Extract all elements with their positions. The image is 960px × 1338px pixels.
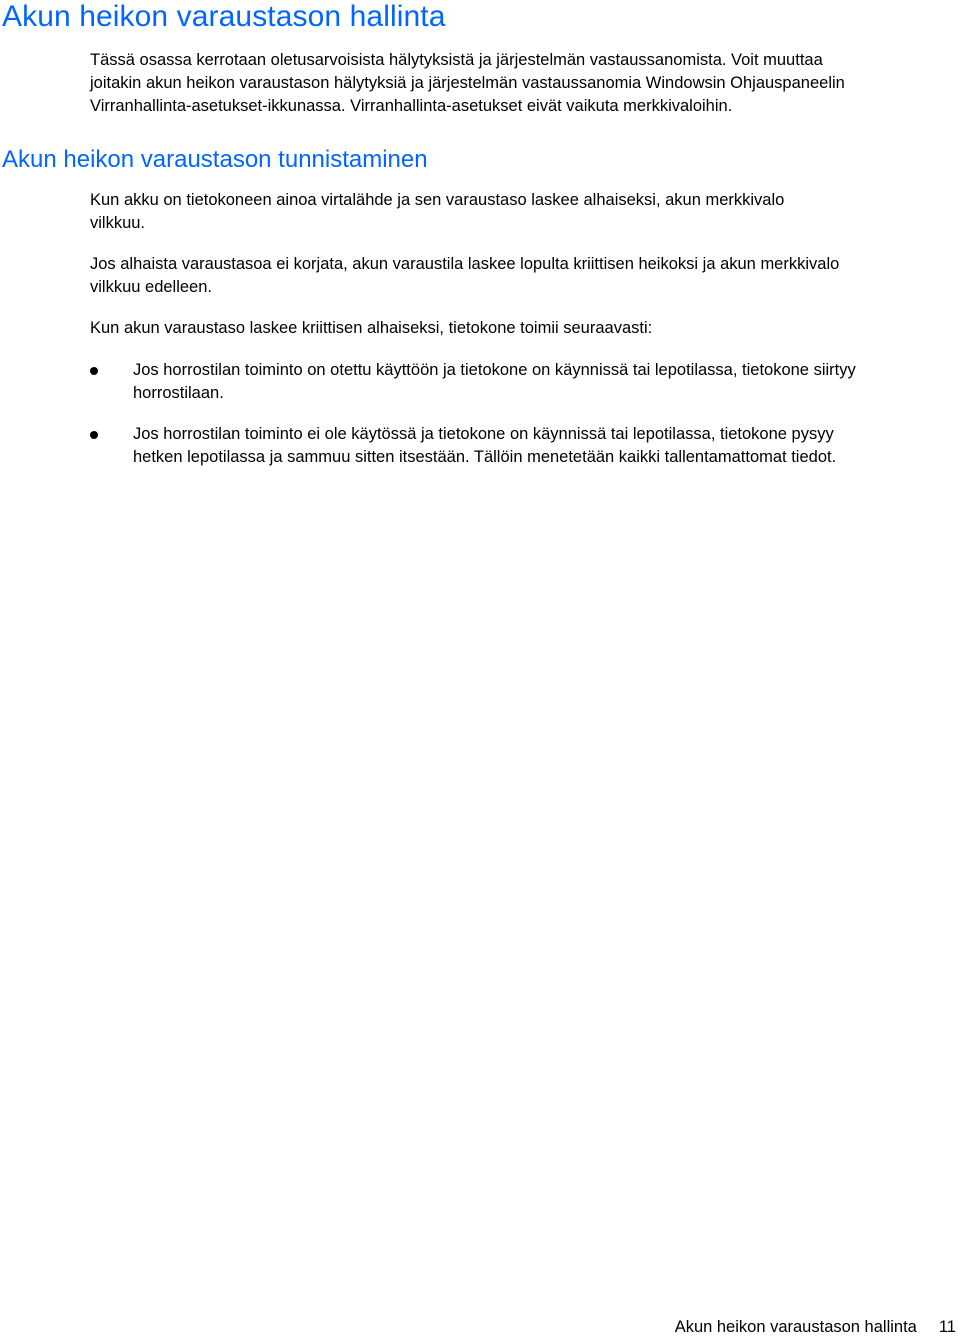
paragraph-line: vilkkuu edelleen. — [90, 278, 212, 296]
bullet-text — [133, 359, 960, 405]
intro-line: Tässä osassa kerrotaan oletusarvoisista hälytyksistä ja järjestelmän vastaussanomista. Voit muuttaa — [90, 51, 823, 69]
intro-paragraph — [90, 49, 960, 118]
paragraph-line: Jos alhaista varaustasoa ei korjata, akun varaustila laskee lopulta kriittisen heikoksi ja akun merkkivalo — [90, 255, 840, 273]
section-heading: Akun heikon varaustason tunnistaminen — [2, 146, 428, 173]
section-paragraph — [90, 189, 960, 235]
page-number: 11 — [938, 1318, 956, 1336]
footer-section-title: Akun heikon varaustason hallinta — [674, 1318, 917, 1336]
paragraph-line: vilkkuu. — [90, 214, 146, 232]
bullet-text — [133, 423, 960, 469]
bullet-icon — [90, 367, 98, 375]
section-paragraph — [90, 317, 960, 340]
page-title: Akun heikon varaustason hallinta — [2, 0, 446, 33]
paragraph-line: Kun akku on tietokoneen ainoa virtalähde ja sen varaustaso laskee alhaiseksi, akun merkkivalo — [90, 191, 785, 209]
page-footer — [675, 1318, 956, 1337]
bullet-icon — [90, 431, 98, 439]
paragraph-line: Kun akun varaustaso laskee kriittisen alhaiseksi, tietokone toimii seuraavasti: — [90, 319, 653, 337]
intro-line: Virranhallinta-asetukset-ikkunassa. Virranhallinta-asetukset eivät vaikuta merkkivaloihin. — [90, 97, 733, 115]
section-paragraph — [90, 253, 960, 299]
intro-line: joitakin akun heikon varaustason hälytyksiä ja järjestelmän vastaussanomia Windowsin Ohjauspaneelin — [90, 74, 845, 92]
bullet-line: Jos horrostilan toiminto ei ole käytössä ja tietokone on käynnissä tai lepotilassa, tietokone pysyy — [133, 425, 834, 443]
bullet-line: Jos horrostilan toiminto on otettu käyttöön ja tietokone on käynnissä tai lepotilassa, tietokone siirtyy — [133, 361, 856, 379]
bullet-line: horrostilaan. — [133, 384, 224, 402]
bullet-line: hetken lepotilassa ja sammuu sitten itsestään. Tällöin menetetään kaikki tallentamattomat tiedot. — [133, 448, 837, 466]
